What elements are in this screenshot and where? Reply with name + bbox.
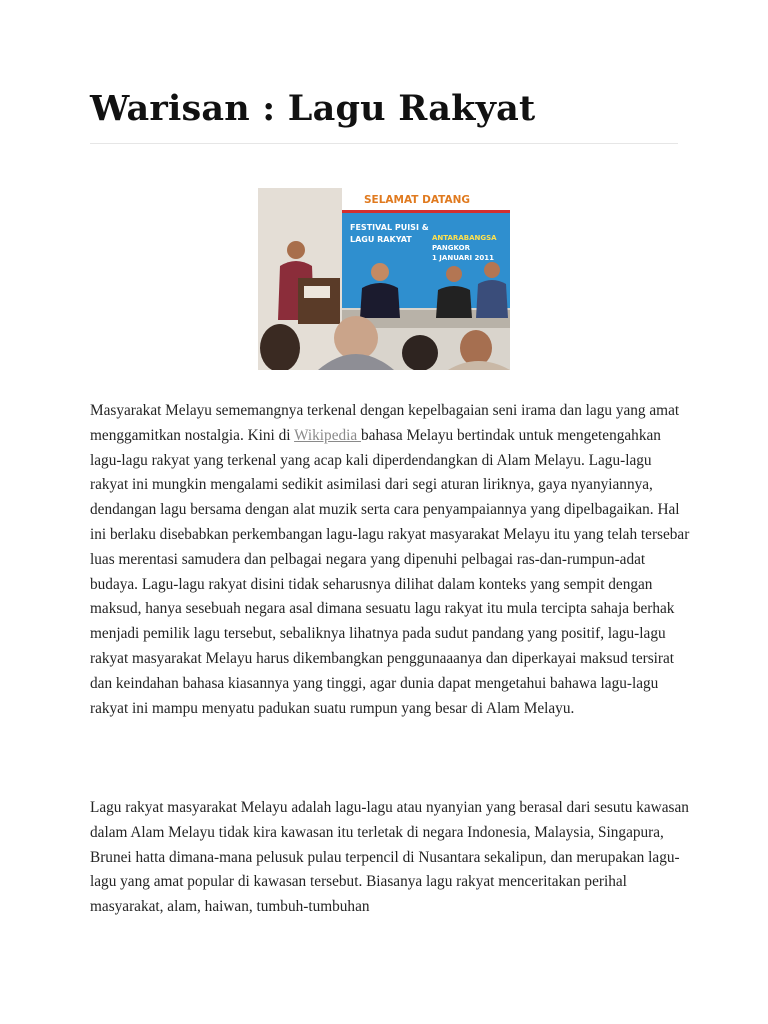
- banner-festival: FESTIVAL PUISI &: [350, 223, 429, 232]
- paragraph-1-text-b: bahasa Melayu bertindak untuk mengetengahkan lagu-lagu rakyat yang terkenal yang acap kali diperdendangkan di Alam Melayu. Lagu-lagu rakyat ini mungkin mengalami sedikit asimilasi dari segi aturan liriknya, gaya nyanyiannya, dendangan lagu bersama dengan alat muzik serta cara penyampaiannya yang dipelbagaikan. Hal ini berlaku disebabkan perkembangan lagu-lagu rakyat masyarakat Melayu itu yang telah tersebar luas merentasi samudera dan pelbagai negara yang dipenuhi pelbagai ras-dan-rumpun-adat budaya. Lagu-lagu rakyat disini tidak seharusnya dilihat dalam konteks yang sempit dengan maksud, hanya sesebuah negara asal dimana sesuatu lagu rakyat itu mula tercipta sahaja berhak menjadi pemilik lagu tersebut, sebaliknya lihatnya pada sudut pandang yang positif, lagu-lagu rakyat masyarakat Melayu harus dikembangkan penggunaaanya dan diperkayai maksud tersirat dan keindahan bahasa kiasannya yang tinggi, agar dunia dapat mengetahui bahawa lagu-lagu rakyat ini mampu menyatu padukan suatu rumpun yang besar di Alam Melayu.: [90, 426, 690, 717]
- banner-date: 1 JANUARI 2011: [432, 254, 494, 262]
- article-title: Warisan : Lagu Rakyat: [90, 88, 536, 129]
- festival-photo: [258, 188, 510, 370]
- paragraph-1: [90, 399, 690, 721]
- banner-lagu-rakyat: LAGU RAKYAT: [350, 235, 412, 244]
- wikipedia-link[interactable]: Wikipedia: [294, 426, 362, 444]
- banner-greeting: SELAMAT DATANG: [364, 194, 471, 206]
- banner-pangkor: PANGKOR: [432, 244, 470, 252]
- banner-antarabangsa: ANTARABANGSA: [432, 234, 497, 242]
- paragraph-1-text-a: Masyarakat Melayu sememangnya terkenal dengan kepelbagaian seni irama dan lagu yang amat menggamitkan nostalgia. Kini di: [90, 402, 680, 444]
- title-divider: [90, 143, 678, 144]
- paragraph-2: Lagu rakyat masyarakat Melayu adalah lagu-lagu atau nyanyian yang berasal dari sesutu kawasan dalam Alam Melayu tidak kira kawasan itu terletak di negara Indonesia, Malaysia, Singapura, Brunei hatta dimana-mana pelusuk pulau terpencil di Nusantara sekalipun, dan merupakan lagu-lagu yang amat popular di kawasan tersebut. Biasanya lagu rakyat menceritakan perihal masyarakat, alam, haiwan, tumbuh-tumbuhan: [90, 799, 689, 916]
